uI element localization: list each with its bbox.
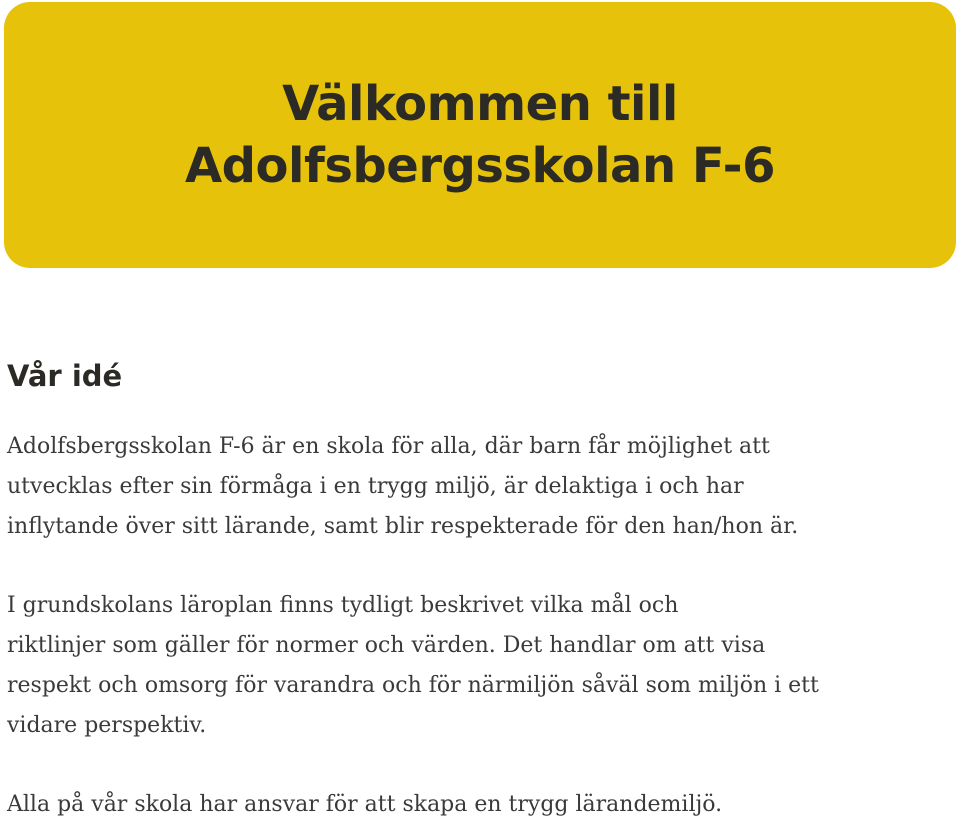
title-line-1: Välkommen till (282, 76, 678, 132)
title-line-2: Adolfsbergsskolan F-6 (185, 138, 775, 194)
paragraph-curriculum (7, 586, 819, 746)
paragraph-line: respekt och omsorg för varandra och för närmiljön såväl som miljön i ett (7, 673, 819, 698)
paragraph-line: utvecklas efter sin förmåga i en trygg miljö, är delaktiga i och har (7, 474, 744, 499)
paragraph-line: vidare perspektiv. (7, 713, 207, 738)
section-heading: Vår idé (7, 359, 123, 393)
paragraph-line: I grundskolans läroplan finns tydligt beskrivet vilka mål och (7, 593, 679, 618)
title-banner (4, 2, 956, 268)
paragraph-intro (7, 427, 798, 547)
paragraph-responsibility (7, 785, 722, 825)
paragraph-line: riktlinjer som gäller för normer och värden. Det handlar om att visa (7, 633, 766, 658)
paragraph-line: Alla på vår skola har ansvar för att skapa en trygg lärandemiljö. (7, 792, 723, 817)
paragraph-line: inflytande över sitt lärande, samt blir respekterade för den han/hon är. (7, 514, 799, 539)
paragraph-line: Adolfsbergsskolan F-6 är en skola för alla, där barn får möjlighet att (7, 434, 770, 459)
